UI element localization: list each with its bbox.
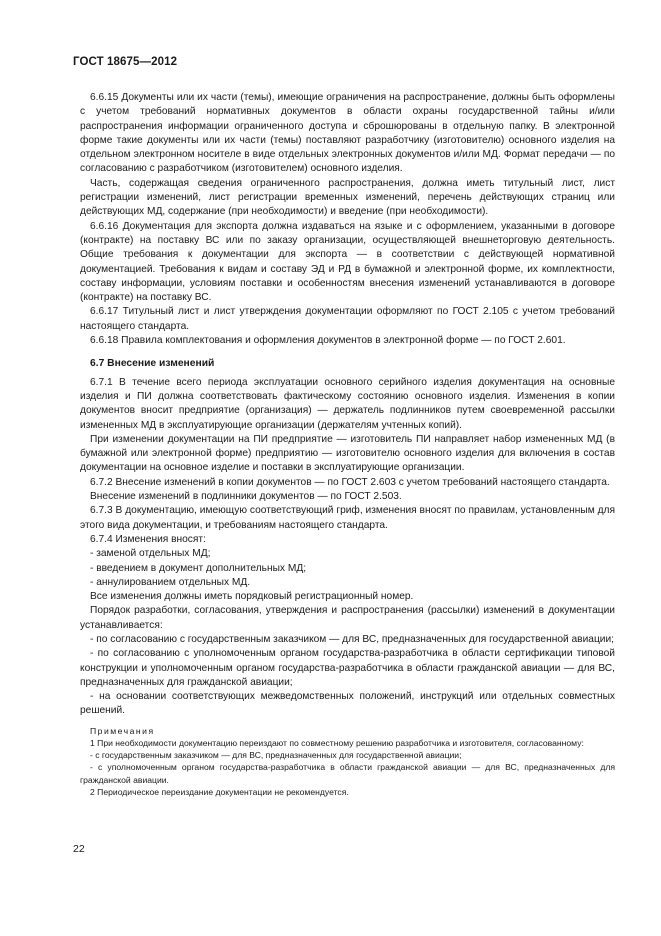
- section-heading: 6.7 Внесение изменений: [90, 358, 215, 370]
- note-item: - с уполномоченным органом государства-разработчика в области гражданской авиации — для ВС, предназначенных для гражданской авиации.: [80, 762, 615, 785]
- page-number: 22: [73, 843, 85, 855]
- paragraph-pi-changes: При изменении документации на ПИ предприятие — изготовитель ПИ направляет набор измененных МД (в бумажной или электронной форме) предприятию — изготовителю основного изделия для включения в состав документации на основное изделие и поставки в эксплуатирующие организации.: [80, 433, 615, 474]
- list-item: - по согласованию с государственным заказчиком — для ВС, предназначенных для государственной авиации;: [90, 633, 614, 645]
- paragraph-6-7-2: 6.7.2 Внесение изменений в копии документов — по ГОСТ 2.603 с учетом требований настоящего стандарта.: [90, 476, 610, 488]
- list-item: - на основании соответствующих межведомственных положений, инструкций или отдельных совместных решений.: [80, 691, 615, 717]
- note-item: 1 При необходимости документацию переиздают по совместному решению разработчика и изготовителя, согласованному:: [90, 737, 584, 748]
- paragraph-6-7-3: 6.7.3 В документацию, имеющую соответствующий гриф, изменения вносят по правилам, установленным для этого вида документации, и требованиям настоящего стандарта.: [80, 505, 615, 531]
- list-item: - по согласованию с уполномоченным органом государства-разработчика в области сертификации типовой конструкции и уполномоченным органом государства-разработчика в области гражданской авиации — для ВС, предназначенных для гражданской авиации;: [80, 648, 615, 688]
- notes-title: Примечания: [90, 725, 155, 736]
- paragraph-6-6-16: 6.6.16 Документация для экспорта должна издаваться на языке и с оформлением, указанными в договоре (контракте) на поставку ВС или по заказу организации, осуществляющей внешнеторговую деятельность. Общие требования к документации для экспорта — в соответствии с действующей нормативной документацией. Требования к видам и составу ЭД и РД в бумажной и электронной форме, их комплектности, составу информации, условиям поставки и особенностям внесения изменений устанавливаются в договоре (контракте) на поставку ВС.: [80, 220, 615, 304]
- paragraph-6-6-17: 6.6.17 Титульный лист и лист утверждения документации оформляют по ГОСТ 2.105 с учетом требований настоящего стандарта.: [80, 306, 615, 332]
- paragraph-6-6-15: 6.6.15 Документы или их части (темы), имеющие ограничения на распространение, должны быть оформлены с учетом требований нормативных документов в области охраны государственной тайны и/или распространения информации ограниченного доступа и сброшюрованы в отдельную папку. В электронной форме такие документы или их части (темы) поставляют разработчику (изготовителю) основного изделия на отдельном электронном носителе в виде отдельных электронных документов и/или МД. Формат передачи — по согласованию с разработчиком (изготовителем) основного изделия.: [80, 92, 615, 175]
- notes-block: [80, 725, 615, 798]
- paragraph-procedure: Порядок разработки, согласования, утверждения и распространения (рассылки) изменений в документации устанавливается:: [80, 605, 615, 631]
- list-item: - аннулированием отдельных МД.: [90, 576, 251, 588]
- paragraph-registration: Все изменения должны иметь порядковый регистрационный номер.: [90, 591, 414, 603]
- paragraph-6-6-18: 6.6.18 Правила комплектования и оформления документов в электронной форме — по ГОСТ 2.601.: [90, 335, 566, 347]
- paragraph-6-7-1: 6.7.1 В течение всего периода эксплуатации основного серийного изделия документация на основные изделия и ПИ должна соответствовать фактическому состоянию основного изделия. Изменения в копии документов вносит предприятие (организация) — держатель подлинников путем своевременной рассылки измененных МД в эксплуатирующие организации (держателям учтенных копий).: [80, 376, 615, 431]
- document-header: ГОСТ 18675—2012: [73, 56, 178, 68]
- paragraph-restricted-part: Часть, содержащая сведения ограниченного распространения, должна иметь титульный лист, лист регистрации изменений, лист регистрации временных изменений, перечень действующих страниц или действующих МД, содержание (при необходимости) и введение (при необходимости).: [80, 177, 615, 218]
- note-item: 2 Периодическое переиздание документации не рекомендуется.: [90, 786, 349, 797]
- page-body: [80, 91, 615, 798]
- note-item: - с государственным заказчиком — для ВС, предназначенных для государственной авиации;: [90, 750, 462, 761]
- list-item: - введением в документ дополнительных МД;: [90, 562, 307, 574]
- list-item: - заменой отдельных МД;: [90, 548, 211, 560]
- paragraph-6-7-4: 6.7.4 Изменения вносят:: [90, 533, 206, 545]
- paragraph-originals: Внесение изменений в подлинники документов — по ГОСТ 2.503.: [90, 491, 402, 503]
